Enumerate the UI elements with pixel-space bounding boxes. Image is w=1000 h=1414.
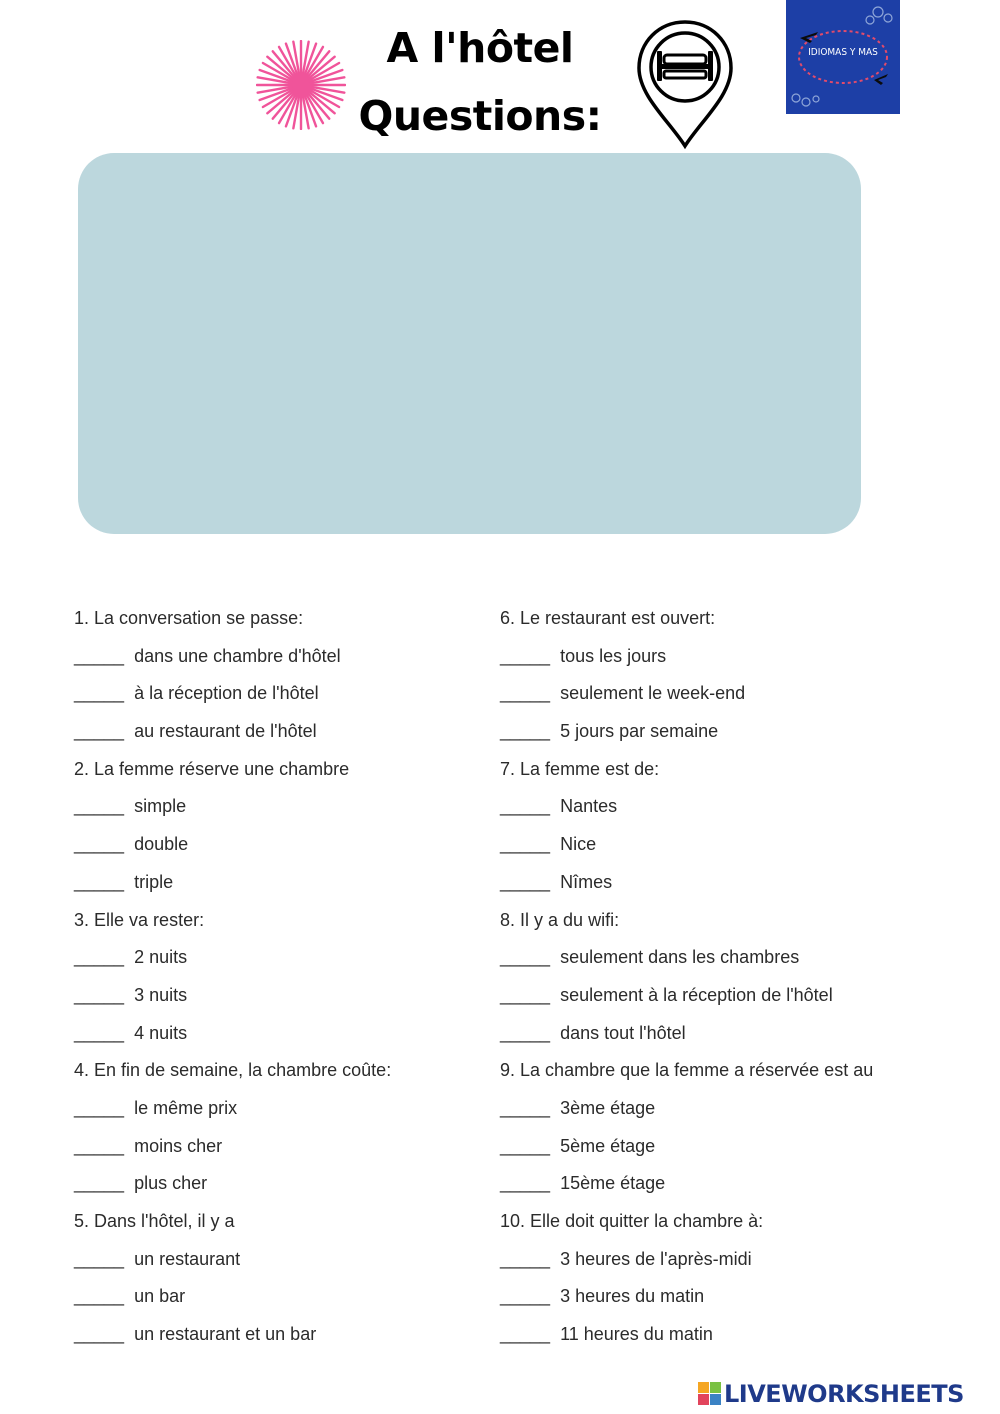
question-text (500, 1052, 920, 1090)
answer-text: seulement à la réception de l'hôtel (560, 984, 833, 1005)
answer-option (74, 638, 494, 676)
question-label: Elle va rester: (94, 909, 205, 930)
question-text (74, 902, 494, 940)
question-label: La femme est de: (520, 758, 660, 779)
answer-option (74, 1316, 494, 1354)
answer-blank[interactable]: _____ (74, 984, 125, 1005)
answer-blank[interactable]: _____ (500, 947, 551, 968)
question-label: La femme réserve une chambre (94, 758, 350, 779)
answer-text: Nantes (560, 796, 618, 817)
answer-option (74, 1241, 494, 1279)
question-label: La conversation se passe: (94, 608, 304, 628)
answer-text: 5 jours par semaine (560, 721, 719, 742)
question-text (500, 1203, 920, 1241)
answer-text: un restaurant et un bar (134, 1324, 317, 1345)
question-number: 1. (74, 608, 90, 628)
liveworksheets-badge-icon (698, 1382, 722, 1406)
answer-option (500, 788, 920, 826)
question-text (500, 751, 920, 789)
page-subtitle: Questions: (358, 92, 602, 140)
answer-text: seulement dans les chambres (560, 947, 800, 968)
answer-text: double (134, 834, 189, 855)
answer-text: 11 heures du matin (560, 1324, 713, 1345)
answer-blank[interactable]: _____ (74, 947, 125, 968)
answer-blank[interactable]: _____ (74, 1324, 125, 1345)
answer-text: moins cher (134, 1135, 223, 1156)
answer-option (74, 864, 494, 902)
answer-text: dans tout l'hôtel (560, 1022, 686, 1043)
answer-text: 15ème étage (560, 1173, 666, 1194)
answer-option (500, 1128, 920, 1166)
answer-blank[interactable]: _____ (74, 721, 125, 742)
answer-text: le même prix (134, 1097, 238, 1118)
question-label: La chambre que la femme a réservée est au (520, 1060, 874, 1081)
answer-text: 3 nuits (134, 984, 188, 1005)
answer-text: 4 nuits (134, 1022, 188, 1043)
brand-name: LIVEWORKSHEETS (724, 1380, 964, 1408)
answer-option (74, 1165, 494, 1203)
answer-text: un restaurant (134, 1248, 241, 1269)
answer-option (74, 977, 494, 1015)
answer-blank[interactable]: _____ (74, 645, 125, 666)
question-number: 3. (74, 909, 90, 930)
answer-blank[interactable]: _____ (74, 1135, 125, 1156)
hotel-pin-icon (634, 18, 736, 152)
answer-blank[interactable]: _____ (74, 796, 125, 817)
answer-blank[interactable]: _____ (500, 1022, 551, 1043)
answer-option (500, 1278, 920, 1316)
answer-option (74, 713, 494, 751)
answer-option (74, 788, 494, 826)
answer-text: Nîmes (560, 871, 613, 892)
page-title: A l'hôtel (386, 24, 574, 72)
question-number: 4. (74, 1060, 90, 1081)
question-number: 8. (500, 909, 516, 930)
answer-blank[interactable]: _____ (500, 834, 551, 855)
question-label: Elle doit quitter la chambre à: (530, 1211, 764, 1231)
answer-blank[interactable]: _____ (74, 834, 125, 855)
answer-text: 3 heures du matin (560, 1286, 705, 1307)
answer-blank[interactable]: _____ (74, 1173, 125, 1194)
answer-option (500, 1090, 920, 1128)
answer-option (500, 864, 920, 902)
footer-brand (698, 1378, 998, 1410)
answer-option (500, 826, 920, 864)
answer-option (74, 826, 494, 864)
answer-blank[interactable]: _____ (500, 1286, 551, 1307)
answer-blank[interactable]: _____ (500, 645, 551, 666)
media-panel[interactable] (78, 153, 861, 534)
answer-blank[interactable]: _____ (74, 871, 125, 892)
questions-column-right (500, 600, 920, 1354)
answer-option (500, 1015, 920, 1053)
answer-blank[interactable]: _____ (500, 683, 551, 704)
answer-option (74, 1278, 494, 1316)
answer-blank[interactable]: _____ (500, 796, 551, 817)
question-text (74, 1052, 494, 1090)
answer-blank[interactable]: _____ (74, 1097, 125, 1118)
question-text (500, 902, 920, 940)
question-number: 9. (500, 1060, 516, 1081)
answer-blank[interactable]: _____ (500, 984, 551, 1005)
answer-option (500, 977, 920, 1015)
answer-blank[interactable]: _____ (500, 1324, 551, 1345)
answer-text: Nice (560, 834, 597, 855)
answer-option (74, 1128, 494, 1166)
answer-text: plus cher (134, 1173, 208, 1194)
answer-option (74, 1090, 494, 1128)
answer-blank[interactable]: _____ (74, 1022, 125, 1043)
question-number: 5. (74, 1211, 90, 1231)
answer-text: seulement le week-end (560, 683, 746, 704)
answer-text: triple (134, 871, 174, 892)
answer-blank[interactable]: _____ (500, 1097, 551, 1118)
answer-blank[interactable]: _____ (74, 1286, 125, 1307)
question-text (74, 1203, 494, 1241)
answer-option (500, 638, 920, 676)
answer-text: 5ème étage (560, 1135, 656, 1156)
answer-option (500, 939, 920, 977)
answer-blank[interactable]: _____ (500, 871, 551, 892)
answer-option (500, 1165, 920, 1203)
answer-text: 2 nuits (134, 947, 188, 968)
answer-text: 3ème étage (560, 1097, 656, 1118)
questions-column-left (74, 600, 494, 1354)
answer-blank[interactable]: _____ (74, 683, 125, 704)
answer-option (500, 1241, 920, 1279)
question-number: 10. (500, 1211, 526, 1231)
bed-icon (657, 51, 713, 81)
question-number: 2. (74, 758, 90, 779)
question-text (74, 600, 494, 638)
answer-text: à la réception de l'hôtel (134, 683, 319, 704)
question-number: 7. (500, 758, 516, 779)
logo-text: IDIOMAS Y MAS (808, 47, 878, 58)
answer-text: dans une chambre d'hôtel (134, 645, 341, 666)
question-label: Le restaurant est ouvert: (520, 608, 716, 628)
question-label: En fin de semaine, la chambre coûte: (94, 1060, 392, 1081)
answer-blank[interactable]: _____ (500, 721, 551, 742)
answer-blank[interactable]: _____ (500, 1135, 551, 1156)
question-label: Dans l'hôtel, il y a (94, 1211, 235, 1231)
answer-text: 3 heures de l'après-midi (560, 1248, 752, 1269)
answer-option (74, 939, 494, 977)
question-number: 6. (500, 608, 516, 628)
answer-text: simple (134, 796, 187, 817)
answer-option (500, 1316, 920, 1354)
answer-blank[interactable]: _____ (500, 1248, 551, 1269)
answer-text: au restaurant de l'hôtel (134, 721, 317, 742)
answer-blank[interactable]: _____ (74, 1248, 125, 1269)
brand-logo (786, 0, 900, 114)
answer-text: un bar (134, 1286, 186, 1307)
answer-option (74, 1015, 494, 1053)
answer-option (500, 713, 920, 751)
starburst-icon (256, 40, 346, 130)
question-text (74, 751, 494, 789)
answer-option (500, 675, 920, 713)
answer-text: tous les jours (560, 645, 667, 666)
question-label: Il y a du wifi: (520, 909, 620, 930)
answer-option (74, 675, 494, 713)
question-text (500, 600, 920, 638)
answer-blank[interactable]: _____ (500, 1173, 551, 1194)
